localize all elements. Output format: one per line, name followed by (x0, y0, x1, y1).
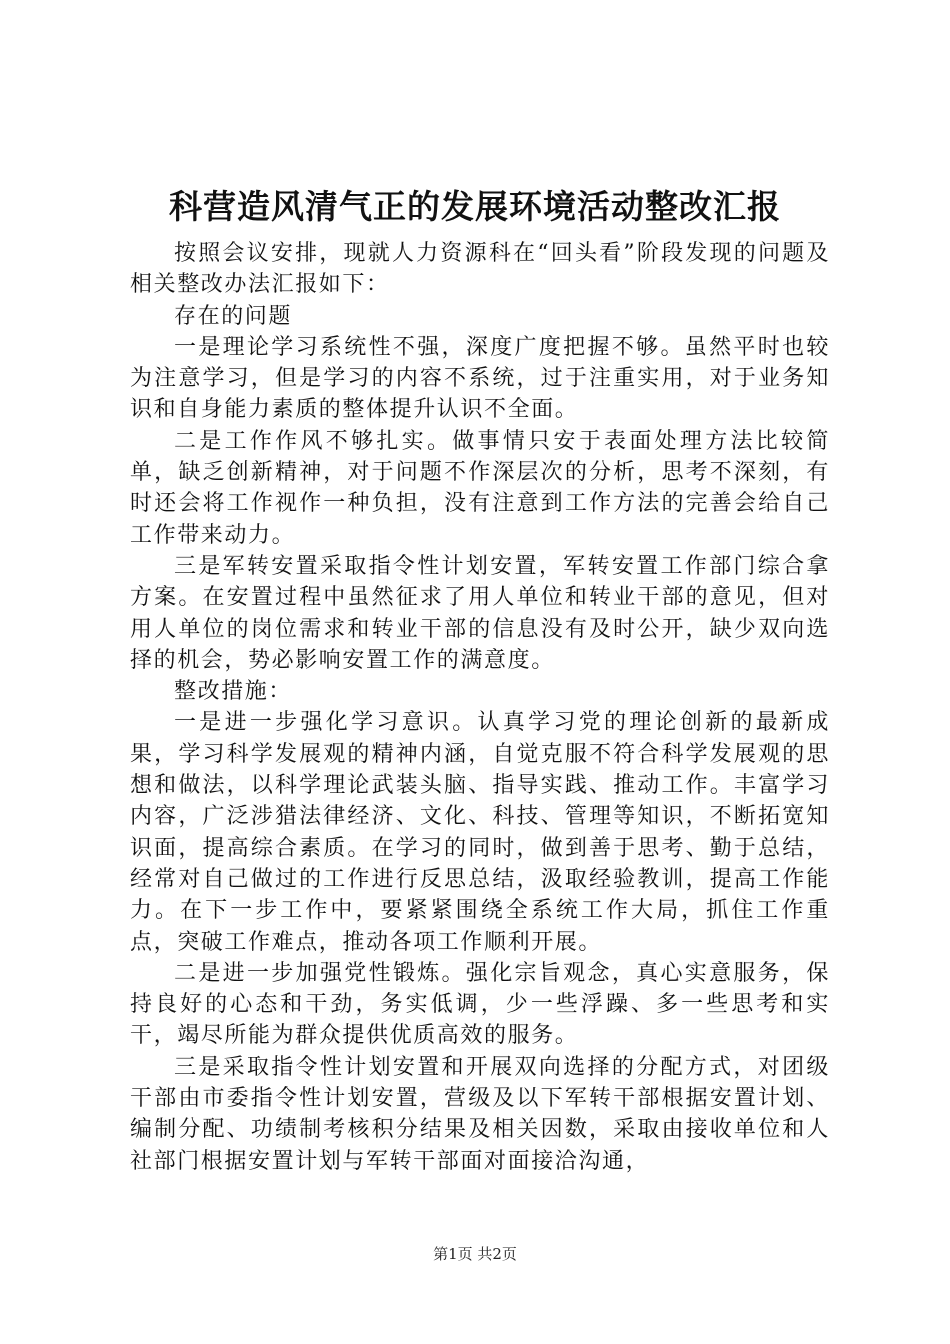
section-heading-measures: 整改措施： (174, 679, 293, 705)
problem-paragraph-3: 三是军转安置采取指令性计划安置，军转安置工作部门综合拿方案。在安置过程中虽然征求了用人单位和转业干部的意见，但对用人单位的岗位需求和转业干部的信息没有及时公开，缺少双向选择的机会，势必影响安置工作的满意度。 (130, 553, 830, 673)
problem-paragraph-2: 二是工作作风不够扎实。做事情只安于表面处理方法比较简单，缺乏创新精神，对于问题不作深层次的分析，思考不深刻，有时还会将工作视作一种负担，没有注意到工作方法的完善会给自己工作带来动力。 (130, 428, 830, 548)
intro-paragraph: 按照会议安排，现就人力资源科在“回头看”阶段发现的问题及相关整改办法汇报如下： (130, 241, 830, 298)
section-heading-problems: 存在的问题 (174, 303, 293, 329)
measure-paragraph-3: 三是采取指令性计划安置和开展双向选择的分配方式，对团级干部由市委指令性计划安置，营级及以下军转干部根据安置计划、编制分配、功绩制考核积分结果及相关因数，采取由接收单位和人社部门根据安置计划与军转干部面对面接洽沟通， (130, 1054, 830, 1174)
document-title: 科营造风清气正的发展环境活动整改汇报 (169, 187, 781, 226)
measure-paragraph-2: 二是进一步加强党性锻炼。强化宗旨观念，真心实意服务，保持良好的心态和干劲，务实低调，少一些浮躁、多一些思考和实干，竭尽所能为群众提供优质高效的服务。 (130, 960, 830, 1049)
page-number-footer: 第1页 共2页 (433, 1245, 517, 1263)
problem-paragraph-1: 一是理论学习系统性不强，深度广度把握不够。虽然平时也较为注意学习，但是学习的内容不系统，过于注重实用，对于业务知识和自身能力素质的整体提升认识不全面。 (130, 334, 830, 423)
document-body (130, 238, 830, 1177)
measure-paragraph-1: 一是进一步强化学习意识。认真学习党的理论创新的最新成果，学习科学发展观的精神内涵，自觉克服不符合科学发展观的思想和做法，以科学理论武装头脑、指导实践、推动工作。丰富学习内容，广泛涉猎法律经济、文化、科技、管理等知识，不断拓宽知识面，提高综合素质。在学习的同时，做到善于思考、勤于总结，经常对自己做过的工作进行反思总结，汲取经验教训，提高工作能力。在下一步工作中，要紧紧围绕全系统工作大局，抓住工作重点，突破工作难点，推动各项工作顺利开展。 (130, 710, 830, 955)
